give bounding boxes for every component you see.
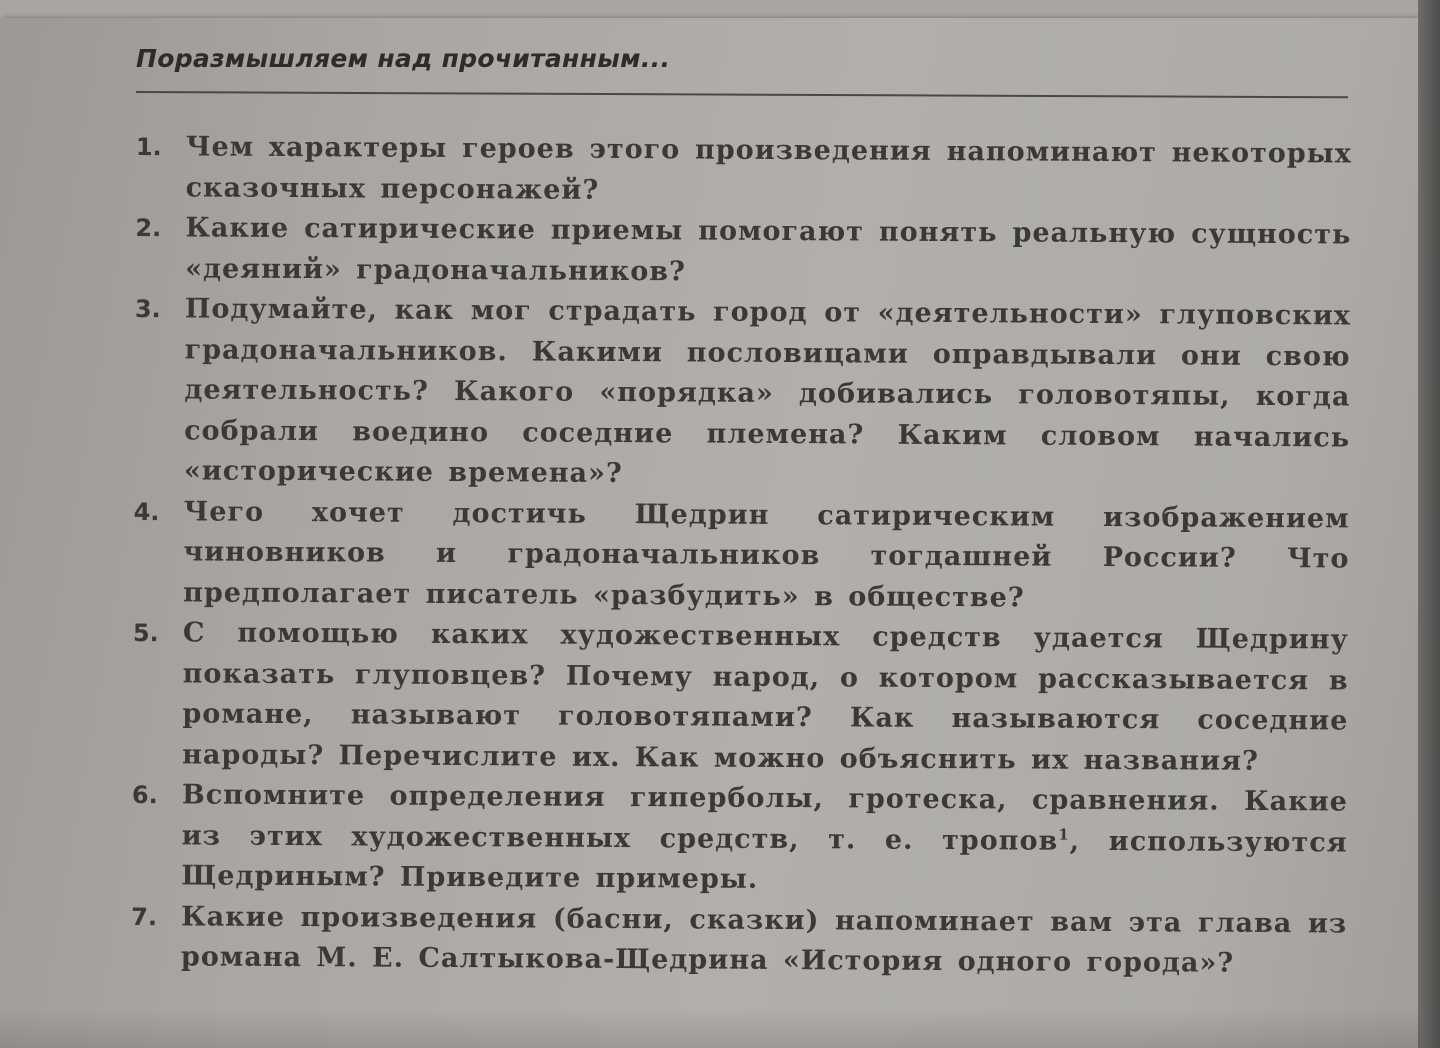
question-item bbox=[130, 127, 1352, 215]
question-number: 1. bbox=[135, 133, 162, 162]
question-text: Чем характеры героев этого произведения напоминают некоторых сказочных персонажей? bbox=[185, 131, 1352, 206]
question-number: 5. bbox=[132, 619, 159, 648]
question-number: 2. bbox=[135, 214, 162, 243]
question-number: 7. bbox=[131, 902, 158, 931]
question-text: Чего хочет достичь Щедрин сатирическим изображением чиновников и градоначальников тогдашней России? Что предполагает писатель «разбудить» в обществе? bbox=[183, 495, 1350, 613]
question-text-part: Вспомните определения гиперболы, гротеска, сравнения. Какие из этих художественных средств, т. е. тропов bbox=[181, 779, 1348, 857]
question-text: С помощью каких художественных средств удается Щедрину показать глуповцев? Почему народ, о котором рассказывается в романе, называют головотяпами? Как называются соседние народы? Перечислите их. Как можно объяснить их названия? bbox=[182, 617, 1349, 777]
section-heading: Поразмышляем над прочитанным... bbox=[136, 44, 671, 73]
question-list bbox=[125, 127, 1352, 985]
question-item bbox=[128, 289, 1351, 499]
question-number: 3. bbox=[134, 295, 161, 324]
question-item bbox=[125, 775, 1348, 904]
page-bottom-shadow bbox=[0, 1008, 1420, 1048]
question-item bbox=[129, 208, 1351, 296]
question-item bbox=[126, 613, 1349, 782]
question-text: Какие произведения (басни, сказки) напоминает вам эта глава из романа М. Е. Салтыкова-Щедрина «История одного города»? bbox=[180, 900, 1348, 979]
question-item bbox=[127, 491, 1350, 620]
question-text: Подумайте, как мог страдать город от «деятельности» глуповских градоначальников. Какими пословицами оправдывали они свою деятельность? Какого «порядка» добивались головотяпы, когда собрали воедино соседние племена? Каким словом начались «исторические времена»? bbox=[183, 293, 1351, 490]
question-text bbox=[181, 775, 1348, 904]
question-text-part: , используются Щедриным? Приведите примеры. bbox=[181, 825, 1348, 895]
question-number: 6. bbox=[131, 781, 158, 810]
question-number: 4. bbox=[133, 497, 160, 526]
book-binding-edge bbox=[1418, 0, 1440, 1048]
question-text: Какие сатирические приемы помогают понять реальную сущность «деяний» градоначальников? bbox=[185, 212, 1352, 287]
footnote-marker: 1 bbox=[1058, 825, 1070, 844]
question-item bbox=[125, 896, 1347, 984]
